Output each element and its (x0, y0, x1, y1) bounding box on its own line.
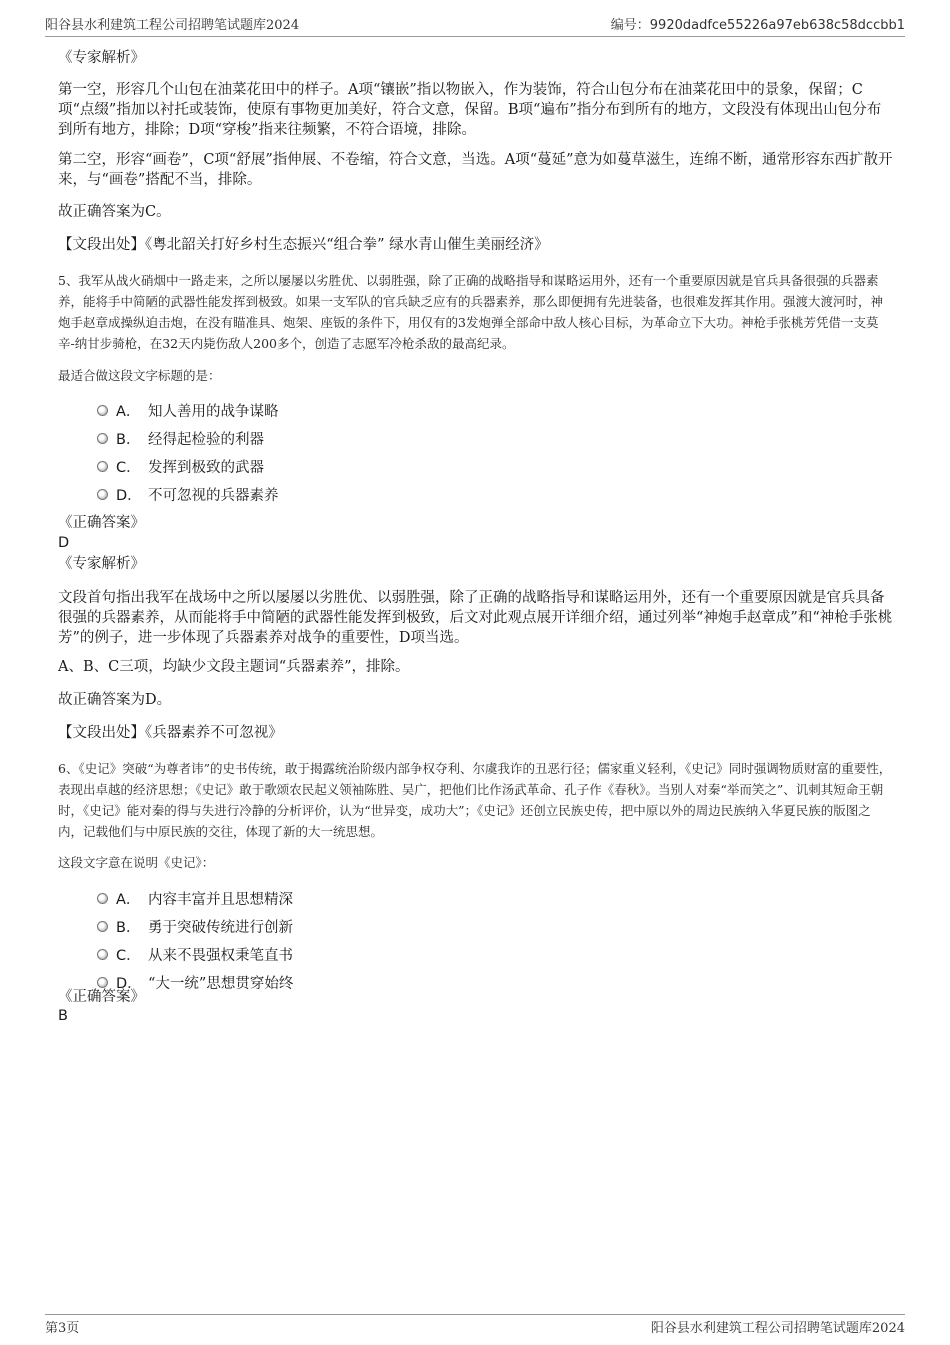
option-c[interactable] (97, 944, 293, 965)
conclusion: 故正确答案为D。 (58, 692, 172, 708)
question-stem: 5、我军从战火硝烟中一路走来，之所以屡屡以劣胜优、以弱胜强，除了正确的战略指导和谋略运用外，还有一个重要原因就是官兵具备很强的兵器素养，能将手中简陋的武器性能发挥到极致。如果一支军队的官兵缺乏应有的兵器素养，那么即便拥有先进装备，也很难发挥其作用。强渡大渡河时，神炮手赵章成操纵迫击炮，在没有瞄准具、炮架、座钣的条件下，用仅有的3发炮弹全部命中敌人核心目标，为革命立下大功。神枪手张桃芳凭借一支莫辛-纳甘步骑枪，在32天内毙伤敌人200多个，创造了志愿军冷枪杀敌的最高纪录。 (58, 273, 884, 351)
option-b[interactable] (97, 428, 264, 449)
radio-icon[interactable] (97, 461, 108, 472)
radio-icon[interactable] (97, 433, 108, 444)
radio-icon[interactable] (97, 405, 108, 416)
option-text: 内容丰富并且思想精深 (148, 892, 293, 908)
page-header (45, 14, 905, 37)
option-text: 经得起检验的利器 (148, 432, 264, 448)
page-footer (45, 1314, 905, 1336)
option-text: 发挥到极致的武器 (148, 460, 264, 476)
radio-icon[interactable] (97, 949, 108, 960)
option-text: 勇于突破传统进行创新 (148, 920, 293, 936)
footer-title: 阳谷县水利建筑工程公司招聘笔试题库2024 (650, 1321, 905, 1336)
question-stem: 6、《史记》突破“为尊者讳”的史书传统，敢于揭露统治阶级内部争权夺利、尔虞我诈的丑恶行径；儒家重义轻利，《史记》同时强调物质财富的重要性，表现出卓越的经济思想；《史记》敢于歌颂农民起义领袖陈胜、吴广，把他们比作汤武革命、孔子作《春秋》。当别人对秦“举而笑之”、讥刺其短命王朝时，《史记》能对秦的得与失进行冷静的分析评价，认为“世异变，成功大”；《史记》还创立民族史传，把中原以外的周边民族纳入华夏民族的版图之内，记载他们与中原民族的交往，体现了新的大一统思想。 (58, 761, 892, 839)
header-title: 阳谷县水利建筑工程公司招聘笔试题库2024 (45, 18, 300, 33)
question-prompt: 这段文字意在说明《史记》： (58, 855, 215, 870)
option-letter: D． (116, 976, 142, 992)
option-letter: C． (116, 460, 141, 476)
option-a[interactable] (97, 888, 293, 909)
expert-analysis-label: 《专家解析》 (58, 50, 145, 66)
source-citation: 【文段出处】《兵器素养不可忽视》 (58, 725, 283, 741)
analysis-paragraph: 第一空，形容几个山包在油菜花田中的样子。A项“镶嵌”指以物嵌入，作为装饰，符合山包分布在油菜花田中的景象，保留；C项“点缀”指加以衬托或装饰，使原有事物更加美好，符合文意，保留。B项“遍布”指分布到所有的地方，文段没有体现出山包分布到所有地方，排除；D项“穿梭”指来往频繁，不符合语境，排除。 (58, 82, 882, 138)
correct-answer: B (58, 1008, 68, 1024)
source-citation: 【文段出处】《粤北韶关打好乡村生态振兴“组合拳” 绿水青山催生美丽经济》 (58, 237, 549, 253)
analysis-paragraph: 第二空，形容“画卷”，C项“舒展”指伸展、不卷缩，符合文意，当选。A项“蔓延”意为如蔓草滋生，连绵不断，通常形容东西扩散开来，与“画卷”搭配不当，排除。 (58, 152, 893, 188)
question-prompt: 最适合做这段文字标题的是： (58, 368, 221, 383)
option-text: 知人善用的战争谋略 (148, 404, 279, 420)
conclusion: 故正确答案为C。 (58, 204, 171, 220)
expert-analysis-label: 《专家解析》 (58, 556, 145, 572)
option-c[interactable] (97, 456, 264, 477)
option-letter: A． (116, 404, 141, 420)
correct-answer: D (58, 535, 70, 551)
analysis-paragraph: A、B、C三项，均缺少文段主题词“兵器素养”，排除。 (58, 659, 410, 675)
option-d[interactable] (97, 484, 279, 505)
option-letter: B． (116, 920, 141, 936)
page-number: 第3页 (45, 1321, 80, 1336)
option-text: “大一统”思想贯穿始终 (148, 976, 294, 992)
option-letter: C． (116, 948, 141, 964)
option-text: 不可忽视的兵器素养 (148, 488, 279, 504)
correct-answer-label: 《正确答案》 (58, 515, 145, 531)
option-letter: A． (116, 892, 141, 908)
option-letter: B． (116, 432, 141, 448)
document-id: 编号：9920dadfce55226a97eb638c58dccbb1 (610, 18, 905, 33)
option-letter: D． (116, 488, 142, 504)
analysis-paragraph: 文段首句指出我军在战场中之所以屡屡以劣胜优、以弱胜强，除了正确的战略指导和谋略运用外，还有一个重要原因就是官兵具备很强的兵器素养，从而能将手中简陋的武器性能发挥到极致，后文对此观点展开详细介绍，通过列举“神炮手赵章成”和“神枪手张桃芳”的例子，进一步体现了兵器素养对战争的重要性，D项当选。 (58, 590, 893, 646)
radio-icon[interactable] (97, 921, 108, 932)
option-b[interactable] (97, 916, 293, 937)
radio-icon[interactable] (97, 893, 108, 904)
option-text: 从来不畏强权秉笔直书 (148, 948, 293, 964)
correct-answer-label: 《正确答案》 (58, 989, 145, 1005)
option-a[interactable] (97, 400, 279, 421)
radio-icon[interactable] (97, 489, 108, 500)
